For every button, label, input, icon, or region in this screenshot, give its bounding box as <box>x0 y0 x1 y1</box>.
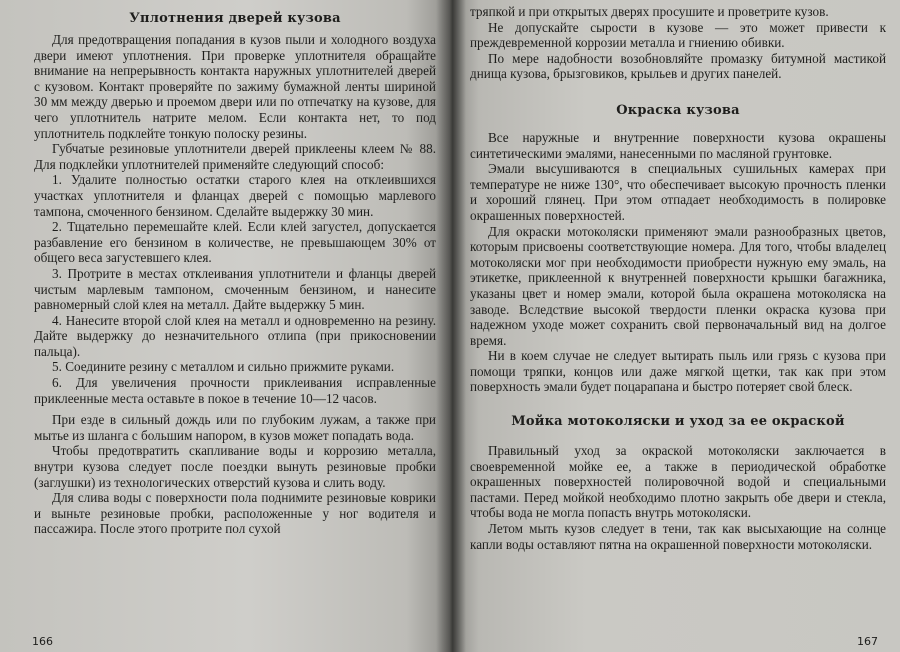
paragraph: Чтобы предотвратить скапливание воды и коррозию металла, внутри кузова следует после поездки вынуть резиновые пробки (заглушки) из технологических отверстий кузова и слить воду. <box>34 443 436 490</box>
paragraph: Для окраски мотоколяски применяют эмали разнообразных цветов, которым присвоены соответствующие номера. Для того, чтобы владелец мотоколяски мог при необходимости приобрести нужную ему эмаль, на этикетке, приклеенной к внутренней поверхности крышки багажника, указаны цвет и номер эмали, которой была окрашена мотоколяска на заводе. Вследствие высокой твердости пленки окраска кузова при надежном уходе может сохранить свой первоначальный вид на долгое время. <box>470 223 886 348</box>
paragraph: Для слива воды с поверхности пола поднимите резиновые коврики и выньте резиновые пробки, расположенные у ног водителя и пассажира. После этого протрите пол сухой <box>34 490 436 537</box>
paragraph: Ни в коем случае не следует вытирать пыль или грязь с кузова при помощи тряпки, концов или даже мягкой щетки, так как при этом поверхность эмали будет поцарапана и быстро потеряет свой блеск. <box>470 348 886 395</box>
paragraph: тряпкой и при открытых дверях просушите и проветрите кузов. <box>470 4 829 19</box>
paragraph: 2. Тщательно перемешайте клей. Если клей загустел, допускается разбавление его бензином в количестве, не превышающем 30% от общего веса загустевшего клея. <box>34 219 436 266</box>
section-title-door-seals: Уплотнения дверей кузова <box>129 11 341 26</box>
book-gutter-shadow <box>436 0 466 652</box>
section-title-washing: Мойка мотоколяски и уход за ее окраской <box>511 414 845 430</box>
paragraph: 1. Удалите полностью остатки старого клея на отклеившихся участках уплотнителя и фланцах дверей с помощью марлевого тампона, смоченного бензином. Сделайте выдержку 30 мин. <box>34 172 436 219</box>
paragraph: 4. Нанесите второй слой клея на металл и одновременно на резину. Дайте выдержку до незначительного отлипа (при прикосновении пальца). <box>34 312 436 359</box>
paragraph: По мере надобности возобновляйте промазку битумной мастикой днища кузова, брызговиков, крыльев и других панелей. <box>470 50 886 82</box>
paragraph: Правильный уход за окраской мотоколяски заключается в своевременной мойке ее, а также в периодической обработке окрашенных поверхностей полировочной водой и специальными пастами. Перед мойкой необходимо плотно закрыть обе двери и стекла, чтобы вода не могла попасть внутрь мотоколяски. <box>470 443 886 521</box>
page-number: 167 <box>857 635 878 648</box>
right-page <box>452 0 900 652</box>
paragraph: Не допускайте сырости в кузове — это может привести к преждевременной коррозии металла и гниению обивки. <box>470 19 886 51</box>
paragraph: 5. Соедините резину с металлом и сильно прижмите руками. <box>52 359 395 375</box>
paragraph: Все наружные и внутренние поверхности кузова окрашены синтетическими эмалями, нанесенными по масляной грунтовке. <box>470 129 886 161</box>
paragraph: Эмали высушиваются в специальных сушильных камерах при температуре не ниже 130°, что обеспечивает высокую прочность пленки и хороший глянец. При этом отпадает необходимость в полировке окрашенных поверхностей. <box>470 161 886 223</box>
paragraph: Для предотвращения попадания в кузов пыли и холодного воздуха двери имеют уплотнения. При проверке уплотнителя обращайте внимание на непрерывность контакта наружных уплотнителей дверей с кузовом. Контакт проверяйте по зажиму бумажной ленты шириной 30 мм между дверью и проемом двери или по отпечатку на кузове, для чего уплотнитель натрите мелом. Если контакта нет, то под уплотнитель подклейте тонкую полоску резины. <box>34 32 436 141</box>
paragraph: 6. Для увеличения прочности приклеивания исправленные приклеенные места оставьте в покое в течение 10—12 часов. <box>34 375 436 406</box>
page-number: 166 <box>32 635 53 648</box>
paragraph: 3. Протрите в местах отклеивания уплотнители и фланцы дверей чистым марлевым тампоном, смоченным бензином, и нанесите равномерный слой клея на металл. Дайте выдержку 5 мин. <box>34 265 436 313</box>
paragraph: Губчатые резиновые уплотнители дверей приклеены клеем № 88. Для подклейки уплотнителей применяйте следующий способ: <box>34 141 436 172</box>
paragraph: Летом мыть кузов следует в тени, так как высыхающие на солнце капли воды оставляют пятна на окрашенной поверхности мотоколяски. <box>470 521 886 552</box>
paragraph: При езде в сильный дождь или по глубоким лужам, а также при мытье из шланга с большим напором, в кузов может попадать вода. <box>34 412 436 443</box>
section-title-body-painting: Окраска кузова <box>616 102 740 118</box>
